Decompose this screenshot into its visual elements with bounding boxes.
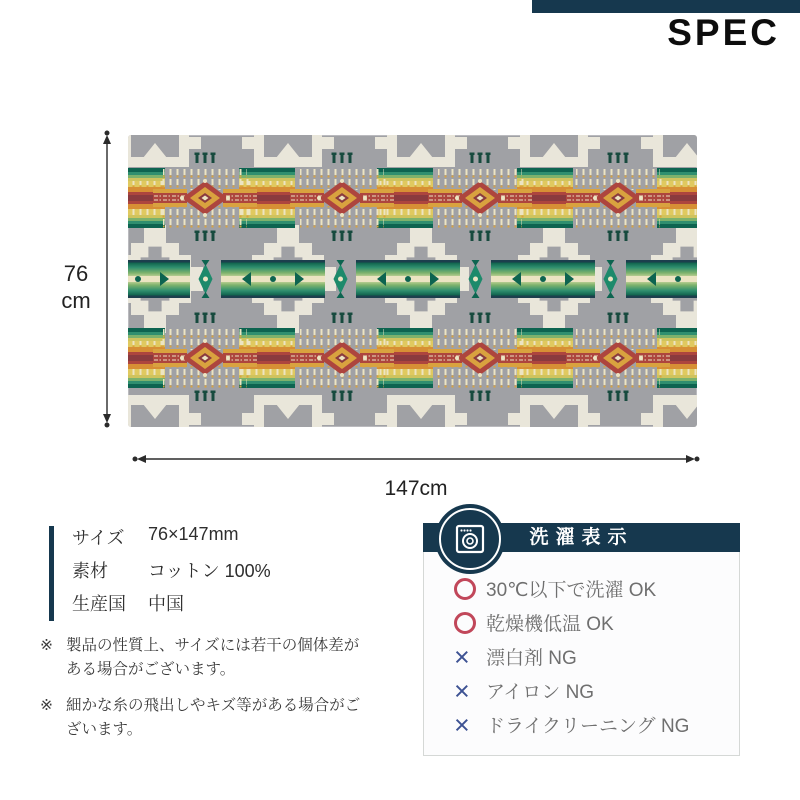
width-label: 147cm: [384, 477, 448, 500]
wash-item: [454, 578, 739, 599]
wash-item-text: アイロン NG: [486, 682, 595, 703]
width-dimension-arrow: [130, 448, 702, 470]
wash-ng-icon: ×: [454, 709, 470, 740]
wash-panel-title: 洗濯表示: [423, 523, 740, 552]
wash-item-text: 30℃以下で洗濯 OK: [486, 580, 657, 601]
spec-row-country: [72, 590, 271, 614]
height-value: 76: [63, 261, 89, 286]
note-item: [40, 694, 392, 742]
page-title: SPEC: [667, 12, 780, 53]
spec-label: 生産国: [72, 594, 126, 614]
note-text: 製品の性質上、サイズには若干の個体差がある場合がございます。: [66, 637, 360, 679]
washing-machine-icon: [435, 504, 505, 574]
height-unit: cm: [61, 287, 91, 313]
spec-label: 素材: [72, 561, 108, 581]
spec-value: コットン 100%: [148, 561, 271, 581]
notes: [40, 634, 392, 754]
spec-value: 中国: [148, 594, 184, 614]
wash-item: [454, 675, 739, 706]
note-marker: ※: [40, 637, 53, 654]
height-label: [52, 261, 100, 315]
spec-value: 76×147mm: [148, 524, 239, 544]
note-item: [40, 634, 392, 682]
wash-item: [454, 612, 739, 633]
wash-item-text: 乾燥機低温 OK: [486, 614, 614, 635]
spec-row-material: [72, 557, 271, 581]
note-marker: ※: [40, 697, 53, 715]
wash-ng-icon: ×: [454, 675, 470, 706]
wash-item: [454, 709, 739, 740]
wash-ok-icon: [454, 578, 486, 600]
spec-label: サイズ: [72, 528, 125, 548]
wash-item-text: ドライクリーニング NG: [486, 716, 690, 737]
blanket-product-image: [128, 135, 697, 427]
spec-accent-bar: [49, 526, 54, 621]
wash-list: [423, 552, 740, 756]
wash-ng-icon: ×: [454, 641, 470, 672]
wash-item-text: 漂白剤 NG: [486, 648, 577, 669]
spec-row-size: [72, 524, 271, 548]
wash-ok-icon: [454, 612, 486, 634]
wash-panel: [423, 523, 740, 756]
note-text: 細かな糸の飛出しやキズ等がある場合がございます。: [66, 697, 361, 739]
wash-item: [454, 641, 739, 672]
